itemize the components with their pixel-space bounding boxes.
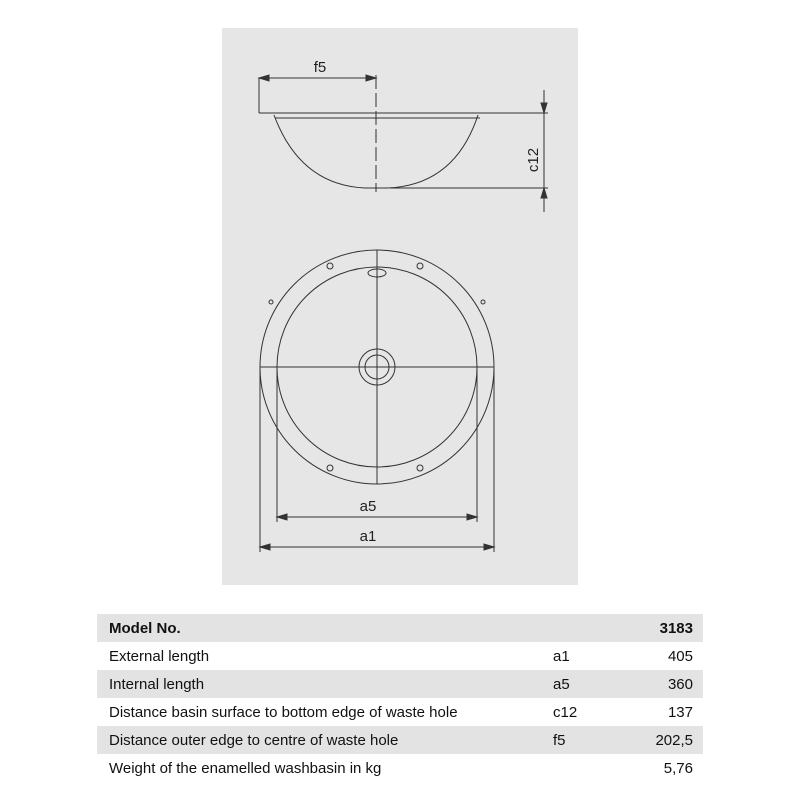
model-number: 3183 [659, 619, 693, 637]
specification-table [97, 614, 703, 782]
f5-label: f5 [313, 59, 327, 76]
row-label: External length [109, 647, 210, 665]
a5-label: a5 [359, 498, 377, 515]
technical-drawing-panel [222, 28, 578, 585]
row-label: Internal length [109, 675, 205, 693]
table-header-row [97, 614, 703, 642]
table-row [97, 698, 703, 726]
row-label: Distance outer edge to centre of waste hole [109, 731, 399, 749]
row-value: 202,5 [655, 731, 693, 749]
row-symbol: c12 [553, 703, 578, 721]
row-value: 360 [667, 675, 693, 693]
plan-view [260, 246, 494, 552]
row-label: Weight of the enamelled washbasin in kg [109, 759, 382, 777]
table-row [97, 670, 703, 698]
table-row [97, 726, 703, 754]
row-symbol: a1 [553, 647, 570, 665]
row-symbol: f5 [553, 731, 566, 749]
row-symbol: a5 [553, 675, 570, 693]
a1-label: a1 [359, 528, 377, 545]
row-value: 5,76 [663, 759, 693, 777]
c12-label: c12 [525, 147, 542, 173]
row-value: 405 [667, 647, 693, 665]
row-label: Distance basin surface to bottom edge of waste hole [109, 703, 458, 721]
table-row [97, 642, 703, 670]
model-label: Model No. [109, 619, 181, 637]
table-row [97, 754, 703, 782]
row-value: 137 [667, 703, 693, 721]
side-view [259, 59, 548, 212]
